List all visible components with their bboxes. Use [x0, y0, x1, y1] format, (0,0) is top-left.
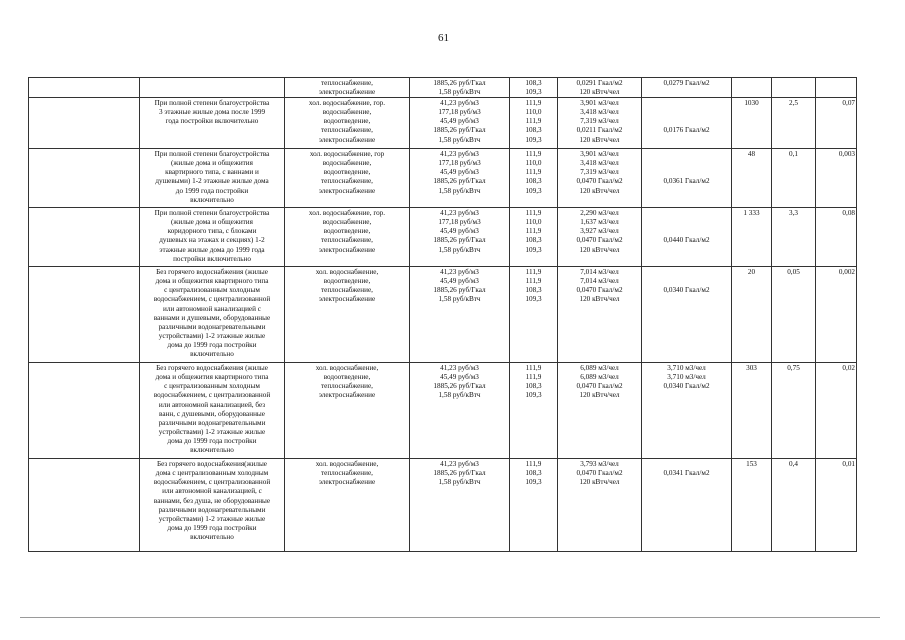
- coef-cell: 0,05: [772, 267, 816, 363]
- indices-cell: 111,9 110,0 111,9 108,3 109,3: [510, 98, 558, 149]
- count-cell: [732, 78, 772, 98]
- indices-cell: 111,9 111,9 108,3 109,3: [510, 267, 558, 363]
- page-number: 61: [438, 32, 449, 44]
- norm1-cell: 3,901 м3/чел 3,418 м3/чел 7,319 м3/чел 0,0470 Гкал/м2 120 кВтч/чел: [558, 149, 642, 208]
- description-cell: При полной степени благоустройства (жилые дома и общежития квартирного типа, с ваннами и душевыми) 1-2 этажные жилые дома до 1999 года постройки включительно: [140, 149, 285, 208]
- empty-cell: [29, 363, 140, 459]
- description-cell: При полной степени благоустройства 3 этажные жилые дома после 1999 года постройки включительно: [140, 98, 285, 149]
- norm1-cell: 2,290 м3/чел 1,637 м3/чел 3,927 м3/чел 0,0470 Гкал/м2 120 кВтч/чел: [558, 208, 642, 267]
- services-cell: теплоснабжение, электроснабжение: [285, 78, 410, 98]
- description-cell: Без горячего водоснабжения (жилые дома и общежития квартирного типа с централизованным холодным водоснабжением, с централизованной или автономной канализацией, без ванн, с душевыми, оборудованные различными водонагревательными устройствами) 1-2 этажные жилые дома до 1999 года постройки включительно: [140, 363, 285, 459]
- services-cell: хол. водоснабжение, гор. водоснабжение, водоотведение, теплоснабжение, электроснабжение: [285, 98, 410, 149]
- table-row: [29, 78, 857, 98]
- description-cell: Без горячего водоснабжения(жилые дома с централизованным холодным водоснабжением, с централизованной или автономной канализацией, с ваннами, без душа, не оборудованные различными водонагревательными устройствами) 1-2 этажные жилые дома до 1999 года постройки включительно: [140, 459, 285, 552]
- description-cell: При полной степени благоустройства (жилые дома и общежития коридорного типа, с блоками душевых на этажах и секциях) 1-2 этажные жилые дома до 1999 года постройки включительно: [140, 208, 285, 267]
- norm1-cell: 6,089 м3/чел 6,089 м3/чел 0,0470 Гкал/м2 120 кВтч/чел: [558, 363, 642, 459]
- tariffs-cell: 41,23 руб/м3 45,49 руб/м3 1885,26 руб/Гкал 1,58 руб/кВтч: [410, 363, 510, 459]
- indices-cell: 108,3 109,3: [510, 78, 558, 98]
- norm2-cell: 0,0361 Гкал/м2: [642, 149, 732, 208]
- share-cell: 0,02: [816, 363, 857, 459]
- share-cell: 0,07: [816, 98, 857, 149]
- coef-cell: 2,5: [772, 98, 816, 149]
- description-cell: Без горячего водоснабжения (жилые дома и общежития квартирного типа с централизованным холодным водоснабжением, с централизованной или автономной канализацией с ваннами и душевыми, оборудованные различными водонагревательными устройствами) 1-2 этажные жилые дома до 1999 года постройки включительно: [140, 267, 285, 363]
- page-bottom-line: [20, 617, 880, 618]
- coef-cell: 0,4: [772, 459, 816, 552]
- share-cell: 0,003: [816, 149, 857, 208]
- tariffs-cell: 41,23 руб/м3 45,49 руб/м3 1885,26 руб/Гкал 1,58 руб/кВтч: [410, 267, 510, 363]
- coef-cell: 0,75: [772, 363, 816, 459]
- services-cell: хол. водоснабжение, гор. водоснабжение, водоотведение, теплоснабжение, электроснабжение: [285, 208, 410, 267]
- tariffs-cell: 1885,26 руб/Гкал 1,58 руб/кВтч: [410, 78, 510, 98]
- norm2-cell: 0,0440 Гкал/м2: [642, 208, 732, 267]
- coef-cell: [772, 78, 816, 98]
- services-cell: хол. водоснабжение, гор водоснабжение, водоотведение, теплоснабжение, электроснабжение: [285, 149, 410, 208]
- tariffs-cell: 41,23 руб/м3 177,18 руб/м3 45,49 руб/м3 1885,26 руб/Гкал 1,58 руб/кВтч: [410, 208, 510, 267]
- table-row: [29, 149, 857, 208]
- empty-cell: [29, 459, 140, 552]
- indices-cell: 111,9 110,0 111,9 108,3 109,3: [510, 208, 558, 267]
- count-cell: 303: [732, 363, 772, 459]
- norm2-cell: 3,710 м3/чел 3,710 м3/чел 0,0340 Гкал/м2: [642, 363, 732, 459]
- description-cell: [140, 78, 285, 98]
- norm2-cell: 0,0341 Гкал/м2: [642, 459, 732, 552]
- norm1-cell: 0,0291 Гкал/м2 120 кВтч/чел: [558, 78, 642, 98]
- table-row: [29, 363, 857, 459]
- indices-cell: 111,9 110,0 111,9 108,3 109,3: [510, 149, 558, 208]
- count-cell: 48: [732, 149, 772, 208]
- tariffs-cell: 41,23 руб/м3 1885,26 руб/Гкал 1,58 руб/кВтч: [410, 459, 510, 552]
- share-cell: 0,08: [816, 208, 857, 267]
- coef-cell: 3,3: [772, 208, 816, 267]
- tariffs-cell: 41,23 руб/м3 177,18 руб/м3 45,49 руб/м3 1885,26 руб/Гкал 1,58 руб/кВтч: [410, 98, 510, 149]
- services-cell: хол. водоснабжение, водоотведение, теплоснабжение, электроснабжение: [285, 363, 410, 459]
- services-cell: хол. водоснабжение, водоотведение, теплоснабжение, электроснабжение: [285, 267, 410, 363]
- share-cell: 0,01: [816, 459, 857, 552]
- count-cell: 153: [732, 459, 772, 552]
- table-row: [29, 267, 857, 363]
- table-row: [29, 98, 857, 149]
- indices-cell: 111,9 108,3 109,3: [510, 459, 558, 552]
- services-cell: хол. водоснабжение, теплоснабжение, электроснабжение: [285, 459, 410, 552]
- tariff-table: [28, 77, 857, 552]
- count-cell: 1030: [732, 98, 772, 149]
- empty-cell: [29, 98, 140, 149]
- indices-cell: 111,9 111,9 108,3 109,3: [510, 363, 558, 459]
- norm2-cell: 0,0279 Гкал/м2: [642, 78, 732, 98]
- norm1-cell: 7,014 м3/чел 7,014 м3/чел 0,0470 Гкал/м2 120 кВтч/чел: [558, 267, 642, 363]
- norm2-cell: 0,0340 Гкал/м2: [642, 267, 732, 363]
- share-cell: 0,002: [816, 267, 857, 363]
- table-row: [29, 459, 857, 552]
- norm1-cell: 3,793 м3/чел 0,0470 Гкал/м2 120 кВтч/чел: [558, 459, 642, 552]
- count-cell: 1 333: [732, 208, 772, 267]
- share-cell: [816, 78, 857, 98]
- norm2-cell: 0,0176 Гкал/м2: [642, 98, 732, 149]
- empty-cell: [29, 149, 140, 208]
- empty-cell: [29, 267, 140, 363]
- count-cell: 20: [732, 267, 772, 363]
- coef-cell: 0,1: [772, 149, 816, 208]
- norm1-cell: 3,901 м3/чел 3,418 м3/чел 7,319 м3/чел 0,0211 Гкал/м2 120 кВтч/чел: [558, 98, 642, 149]
- tariffs-cell: 41,23 руб/м3 177,18 руб/м3 45,49 руб/м3 1885,26 руб/Гкал 1,58 руб/кВтч: [410, 149, 510, 208]
- empty-cell: [29, 208, 140, 267]
- empty-cell: [29, 78, 140, 98]
- table-row: [29, 208, 857, 267]
